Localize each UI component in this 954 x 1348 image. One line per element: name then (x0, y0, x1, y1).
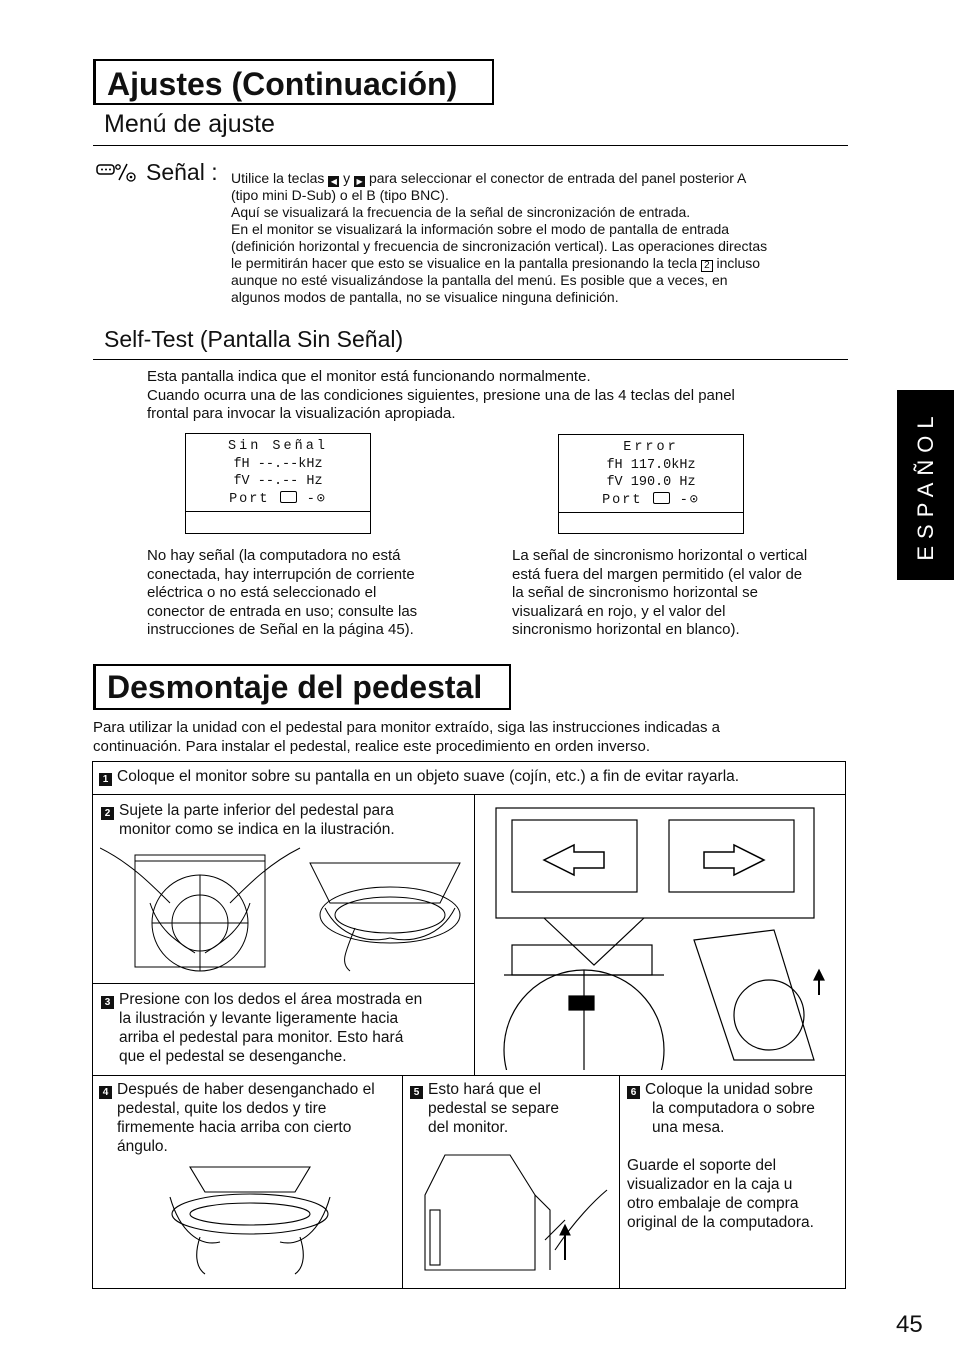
screen-divider (559, 512, 743, 513)
step-1: 1 Coloque el monitor sobre su pantalla en un objeto suave (cojín, etc.) a fin de evitar rayarla. (99, 767, 739, 786)
row-divider (92, 794, 846, 795)
selftest-heading: Self-Test (Pantalla Sin Señal) (104, 326, 404, 352)
no-signal-screen: Sin Señal fH --.--kHz fV --.-- Hz Port -⊙ (185, 433, 371, 534)
no-signal-description: No hay señal (la computadora no está conectada, hay interrupción de corriente eléctrica o no está seleccionado el conector de entrada en uso; consulte las instrucciones de Señal en la página 45). (147, 547, 418, 638)
step-4: 4 Después de haber desenganchado el pedestal, quite los dedos y tire firmemente hacia arriba con cierto ángulo. (99, 1080, 375, 1156)
step-number: 2 (101, 807, 114, 820)
col-divider (402, 1075, 403, 1289)
selftest-intro: Esta pantalla indica que el monitor está funcionando normalmente. Cuando ocurra una de las condiciones siguientes, presione una de las 4 teclas del panel frontal para invocar la visualización apropiada. (147, 368, 735, 422)
signal-line: (tipo mini D-Sub) o el B (tipo BNC). (231, 187, 449, 203)
signal-connector-icon (96, 161, 142, 188)
signal-line: En el monitor se visualizará la información sobre el modo de pantalla de entrada (231, 221, 730, 237)
section-title-box (93, 59, 494, 105)
error-screen: Error fH 117.0kHz fV 190.0 Hz Port -⊙ (558, 434, 744, 534)
signal-line: aunque no esté visualizándose la pantalla del menú. Es posible que a veces, en (231, 272, 728, 288)
col-divider (619, 1075, 620, 1289)
step-6-note: Guarde el soporte del visualizador en la caja u otro embalaje de compra original de la computadora. (627, 1157, 814, 1231)
selftest-rule (93, 359, 848, 360)
signal-line: Aquí se visualizará la frecuencia de la señal de sincronización de entrada. (231, 204, 691, 220)
right-arrow-key-icon: ▶ (354, 176, 365, 187)
key-2-icon: 2 (701, 260, 713, 272)
signal-line: (definición horizontal y frecuencia de sincronización vertical). Las operaciones directas (231, 238, 768, 254)
step-5-illustration (415, 1150, 610, 1285)
stand-intro: Para utilizar la unidad con el pedestal para monitor extraído, siga las instrucciones indicadas a continuación. Para instalar el pedestal, realice este procedimiento en orden inverso. (93, 719, 721, 755)
language-side-tab (897, 390, 954, 580)
section-title: Desmontaje del pedestal (107, 669, 483, 705)
step-2: 2 Sujete la parte inferior del pedestal para monitor como se indica en la ilustración. (101, 801, 395, 839)
step-4-illustration (160, 1152, 340, 1282)
header-rule (93, 145, 848, 146)
step-number: 4 (99, 1086, 112, 1099)
connector-icon (280, 491, 297, 503)
signal-line: le permitirán hacer que esto se visualice en la pantalla presionando la tecla 2 incluso (231, 255, 761, 271)
step-number: 6 (627, 1086, 640, 1099)
col-divider (474, 794, 475, 1076)
step-6: 6 Coloque la unidad sobre la computadora o sobre una mesa. (627, 1080, 815, 1137)
row-divider (92, 983, 475, 984)
bnc-icon: -⊙ (679, 492, 700, 508)
step-5: 5 Esto hará que el pedestal se separe del monitor. (410, 1080, 559, 1137)
signal-line: algunos modos de pantalla, no se visualice ninguna definición. (231, 289, 619, 305)
error-description: La señal de sincronismo horizontal o vertical está fuera del margen permitido (el valor de la señal de sincronismo horizontal se visualizará en rojo, y el valor del sincronismo horizontal en blanco). (512, 547, 808, 638)
step-number: 1 (99, 773, 112, 786)
stand-release-illustration (484, 800, 839, 1075)
signal-label: Señal : (146, 159, 218, 185)
row-divider (92, 1075, 846, 1076)
page-subtitle: Menú de ajuste (104, 110, 275, 138)
signal-description: Utilice la teclas ◀ y ▶ para seleccionar el conector de entrada del panel posterior A (tipo mini D-Sub) o el B (tipo BNC). Aquí se visualizará la frecuencia de la señal de sincronización de entrada. En el monitor se visualizará la información sobre el modo de pantalla de entrada (definición horizontal y frecuencia de sincronización vertical). Las operaciones directas le permitirán hacer que esto se visualice en la pantalla presionando la tecla 2 incluso aunque no esté visualizándose la pantalla del menú. Es posible que a veces, en algunos modos de pantalla, no se visualice ninguna definición. (231, 170, 851, 306)
left-arrow-key-icon: ◀ (328, 176, 339, 187)
step-2-illustration (100, 843, 465, 978)
side-tab-text: ESPAÑOL (912, 409, 938, 561)
step-number: 3 (101, 996, 114, 1009)
step-3: 3 Presione con los dedos el área mostrada en la ilustración y levante ligeramente hacia arriba el pedestal para monitor. Esto hará que el pedestal se desenganche. (101, 990, 422, 1066)
step-number: 5 (410, 1086, 423, 1099)
section-title-box (93, 664, 511, 710)
page-title: Ajustes (Continuación) (107, 66, 458, 102)
connector-icon (653, 492, 670, 504)
screen-divider (186, 511, 370, 512)
bnc-icon: -⊙ (306, 491, 327, 507)
page-number: 45 (896, 1311, 923, 1338)
